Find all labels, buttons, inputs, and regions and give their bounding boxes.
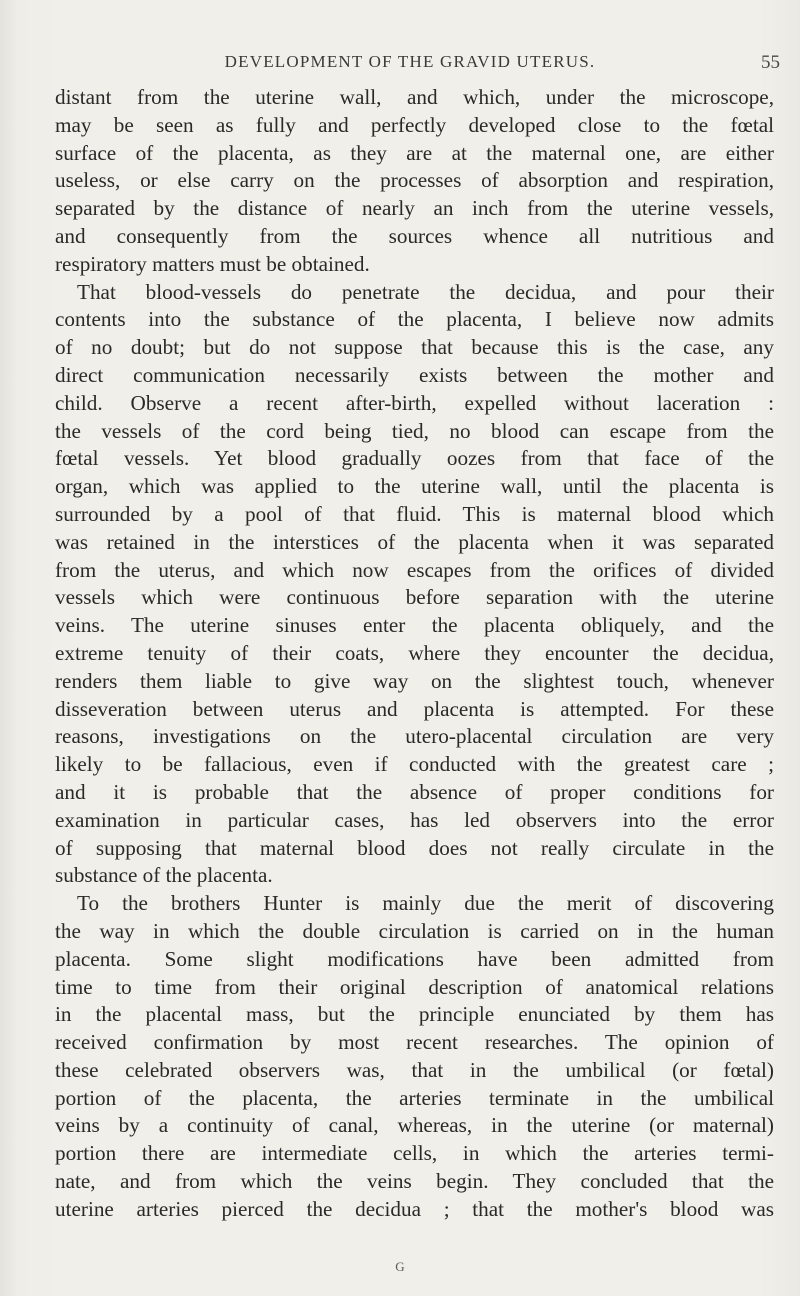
text-line: veins. The uterine sinuses enter the placenta obliquely, and the [55,613,774,638]
text-line: nate, and from which the veins begin. They concluded that the [55,1169,774,1194]
text-line: and consequently from the sources whence all nutritious and [55,223,774,248]
running-title: DEVELOPMENT OF THE GRAVID UTERUS. [224,52,596,71]
text-line: may be seen as fully and perfectly developed close to the fœtal [55,112,774,137]
text-line: examination in particular cases, has led observers into the error [55,807,774,832]
body-text [55,84,774,1224]
text-line: contents into the substance of the placenta, I believe now admits [55,307,774,332]
text-line: To the brothers Hunter is mainly due the merit of discovering [77,891,774,916]
text-line: portion of the placenta, the arteries terminate in the umbilical [55,1085,774,1110]
text-line: veins by a continuity of canal, whereas, in the uterine (or maternal) [55,1113,774,1138]
text-line: That blood-vessels do penetrate the decidua, and pour their [77,279,774,304]
text-line: received confirmation by most recent researches. The opinion of [55,1030,774,1055]
text-line: child. Observe a recent after-birth, expelled without laceration : [55,390,774,415]
text-line: was retained in the interstices of the placenta when it was separated [55,529,774,554]
text-line: organ, which was applied to the uterine wall, until the placenta is [55,474,774,499]
text-line: the vessels of the cord being tied, no blood can escape from the [55,418,774,443]
running-head [40,52,780,80]
text-line: of supposing that maternal blood does not really circulate in the [55,835,774,860]
text-line: extreme tenuity of their coats, where they encounter the decidua, [55,640,774,665]
text-line: useless, or else carry on the processes of absorption and respiration, [55,168,774,193]
text-line: placenta. Some slight modifications have been admitted from [55,946,774,971]
text-line: surrounded by a pool of that fluid. This is maternal blood which [55,501,774,526]
text-line: uterine arteries pierced the decidua ; that the mother's blood was [55,1196,774,1221]
text-line: from the uterus, and which now escapes from the orifices of divided [55,557,774,582]
text-line: surface of the placenta, as they are at the maternal one, are either [55,140,774,165]
text-line: the way in which the double circulation is carried on in the human [55,918,774,943]
text-line: likely to be fallacious, even if conducted with the greatest care ; [55,752,774,777]
text-line: portion there are intermediate cells, in which the arteries termi- [55,1141,774,1166]
text-line: direct communication necessarily exists between the mother and [55,362,774,387]
signature-mark: G [395,1259,405,1274]
text-line: renders them liable to give way on the slightest touch, whenever [55,668,774,693]
text-line: fœtal vessels. Yet blood gradually oozes from that face of the [55,446,774,471]
text-line: in the placental mass, but the principle enunciated by them has [55,1002,774,1027]
text-line: these celebrated observers was, that in the umbilical (or fœtal) [55,1057,774,1082]
text-line: vessels which were continuous before separation with the uterine [55,585,774,610]
text-line: of no doubt; but do not suppose that because this is the case, any [55,335,774,360]
page-number: 55 [761,52,780,73]
text-line: distant from the uterine wall, and which, under the microscope, [55,85,774,109]
text-line: respiratory matters must be obtained. [55,251,370,276]
text-line: disseveration between uterus and placenta is attempted. For these [55,696,774,721]
text-line: time to time from their original description of anatomical relations [55,974,774,999]
text-line: separated by the distance of nearly an inch from the uterine vessels, [55,196,774,221]
text-line: reasons, investigations on the utero-placental circulation are very [55,724,774,749]
text-line: substance of the placenta. [55,863,273,888]
text-line: and it is probable that the absence of proper conditions for [55,779,774,804]
